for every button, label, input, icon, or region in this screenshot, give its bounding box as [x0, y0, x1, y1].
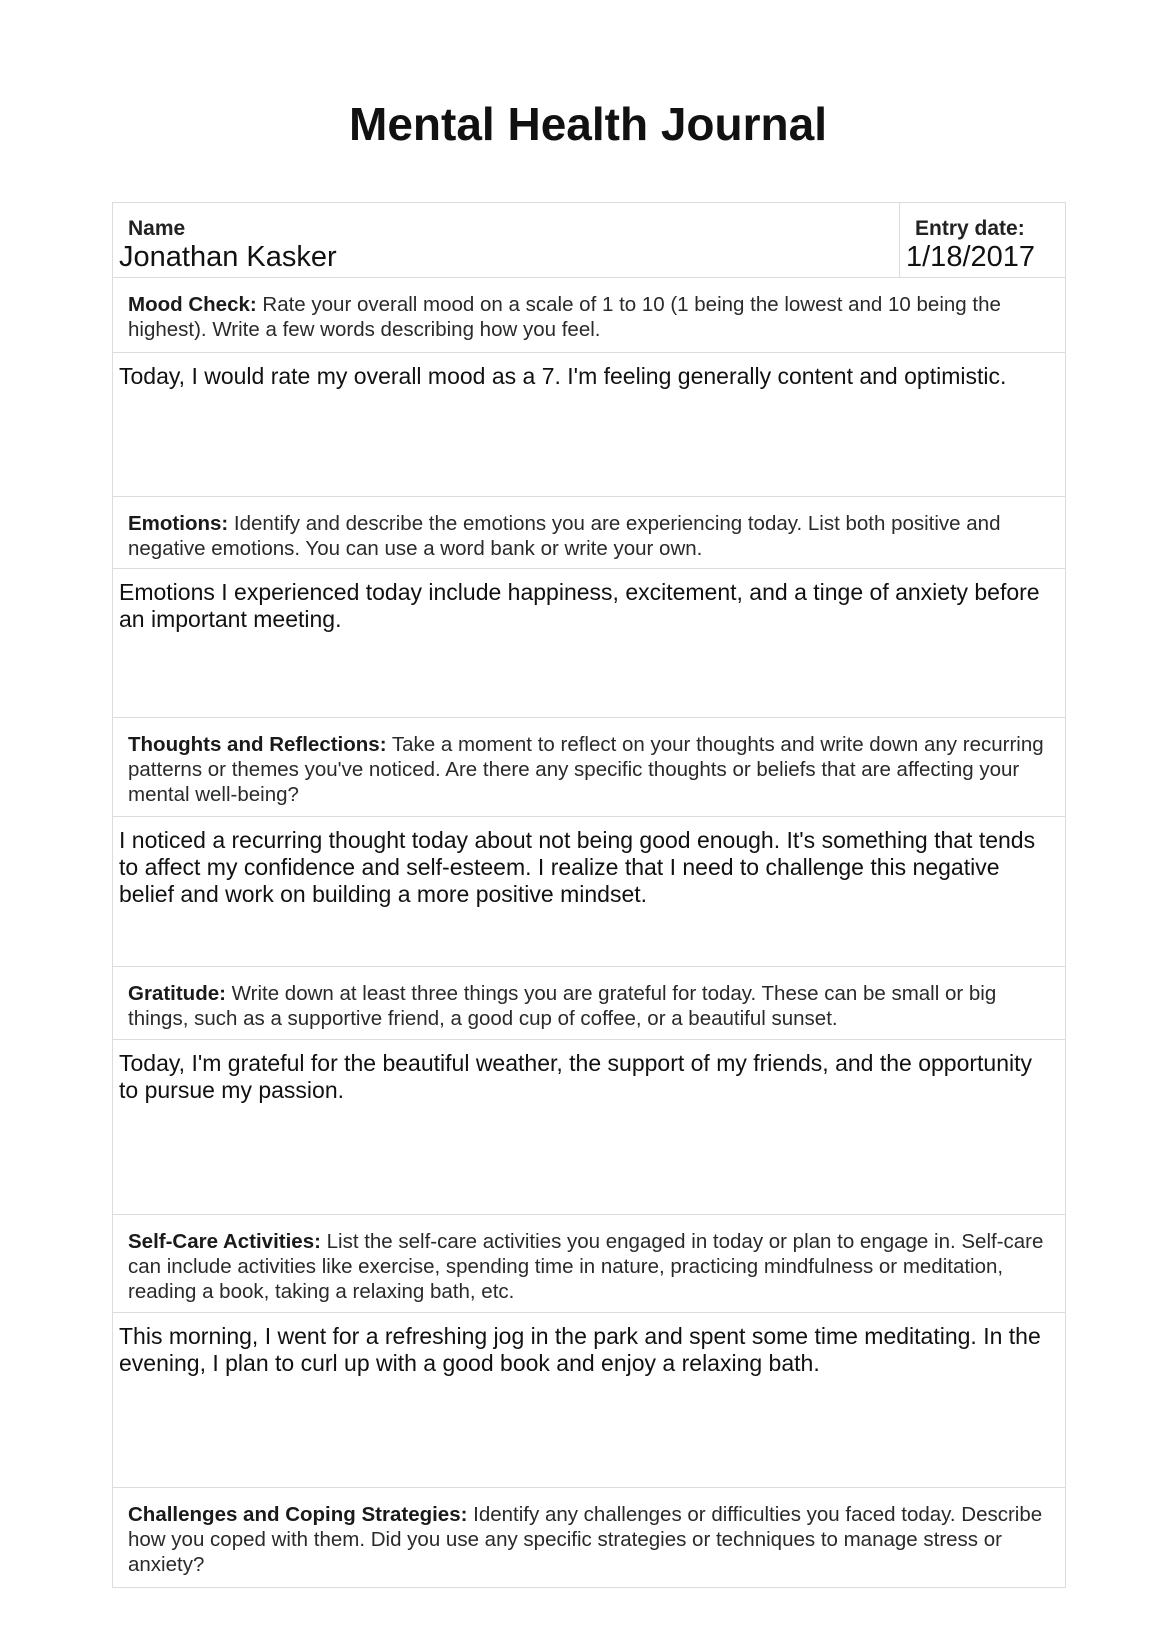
mood-check-answer[interactable] — [113, 353, 1065, 497]
mood-check-prompt-text: Rate your overall mood on a scale of 1 to 10 (1 being the lowest and 10 being the highest). Write a few words describing how you feel. — [128, 293, 1001, 341]
self-care-label: Self-Care Activities: — [128, 1230, 321, 1253]
header-row — [113, 203, 1065, 278]
mood-check-answer-text: Today, I would rate my overall mood as a 7. I'm feeling generally content and optimistic. — [119, 363, 1007, 389]
self-care-prompt-text: List the self-care activities you engaged in today or plan to engage in. Self-care can include activities like exercise, spending time in nature, practicing mindfulness or meditation, reading a book, taking a relaxing bath, etc. — [128, 1230, 1044, 1303]
gratitude-prompt — [113, 967, 1065, 1040]
thoughts-reflections-label: Thoughts and Reflections: — [128, 733, 387, 756]
self-care-answer-text: This morning, I went for a refreshing jog in the park and spent some time meditating. In the evening, I plan to curl up with a good book and enjoy a relaxing bath. — [119, 1323, 1041, 1376]
gratitude-prompt-text: Write down at least three things you are grateful for today. These can be small or big things, such as a supportive friend, a good cup of coffee, or a beautiful sunset. — [128, 982, 997, 1030]
challenges-coping-prompt — [113, 1488, 1065, 1587]
emotions-prompt-text: Identify and describe the emotions you are experiencing today. List both positive and negative emotions. You can use a word bank or write your own. — [128, 512, 1001, 560]
journal-form — [112, 202, 1066, 1588]
mood-check-prompt — [113, 278, 1065, 353]
mood-check-label: Mood Check: — [128, 293, 257, 316]
thoughts-reflections-prompt-text: Take a moment to reflect on your thoughts and write down any recurring patterns or themes you've noticed. Are there any specific thoughts or beliefs that are affecting your mental well-being? — [128, 733, 1044, 806]
thoughts-reflections-answer[interactable] — [113, 817, 1065, 967]
self-care-answer[interactable] — [113, 1313, 1065, 1488]
challenges-coping-prompt-text: Identify any challenges or difficulties you faced today. Describe how you coped with them. Did you use any specific strategies or techniques to manage stress or anxiety? — [128, 1503, 1043, 1576]
gratitude-label: Gratitude: — [128, 982, 226, 1005]
emotions-answer[interactable] — [113, 569, 1065, 718]
thoughts-reflections-prompt — [113, 718, 1065, 817]
entry-date-value[interactable]: 1/18/2017 — [906, 241, 1036, 273]
entry-date-label: Entry date: — [915, 217, 1025, 240]
emotions-label: Emotions: — [128, 512, 229, 535]
gratitude-answer[interactable] — [113, 1040, 1065, 1215]
self-care-prompt — [113, 1215, 1065, 1313]
name-cell — [113, 203, 900, 277]
name-value[interactable]: Jonathan Kasker — [119, 241, 337, 273]
page-title: Mental Health Journal — [349, 98, 827, 150]
gratitude-answer-text: Today, I'm grateful for the beautiful weather, the support of my friends, and the opportunity to pursue my passion. — [119, 1050, 1032, 1103]
emotions-answer-text: Emotions I experienced today include happiness, excitement, and a tinge of anxiety before an important meeting. — [119, 579, 1040, 632]
name-label: Name — [128, 217, 186, 240]
challenges-coping-label: Challenges and Coping Strategies: — [128, 1503, 468, 1526]
thoughts-reflections-answer-text: I noticed a recurring thought today about not being good enough. It's something that tends to affect my confidence and self-esteem. I realize that I need to challenge this negative belief and work on building a more positive mindset. — [119, 827, 1036, 907]
date-cell — [900, 203, 1065, 277]
emotions-prompt — [113, 497, 1065, 569]
